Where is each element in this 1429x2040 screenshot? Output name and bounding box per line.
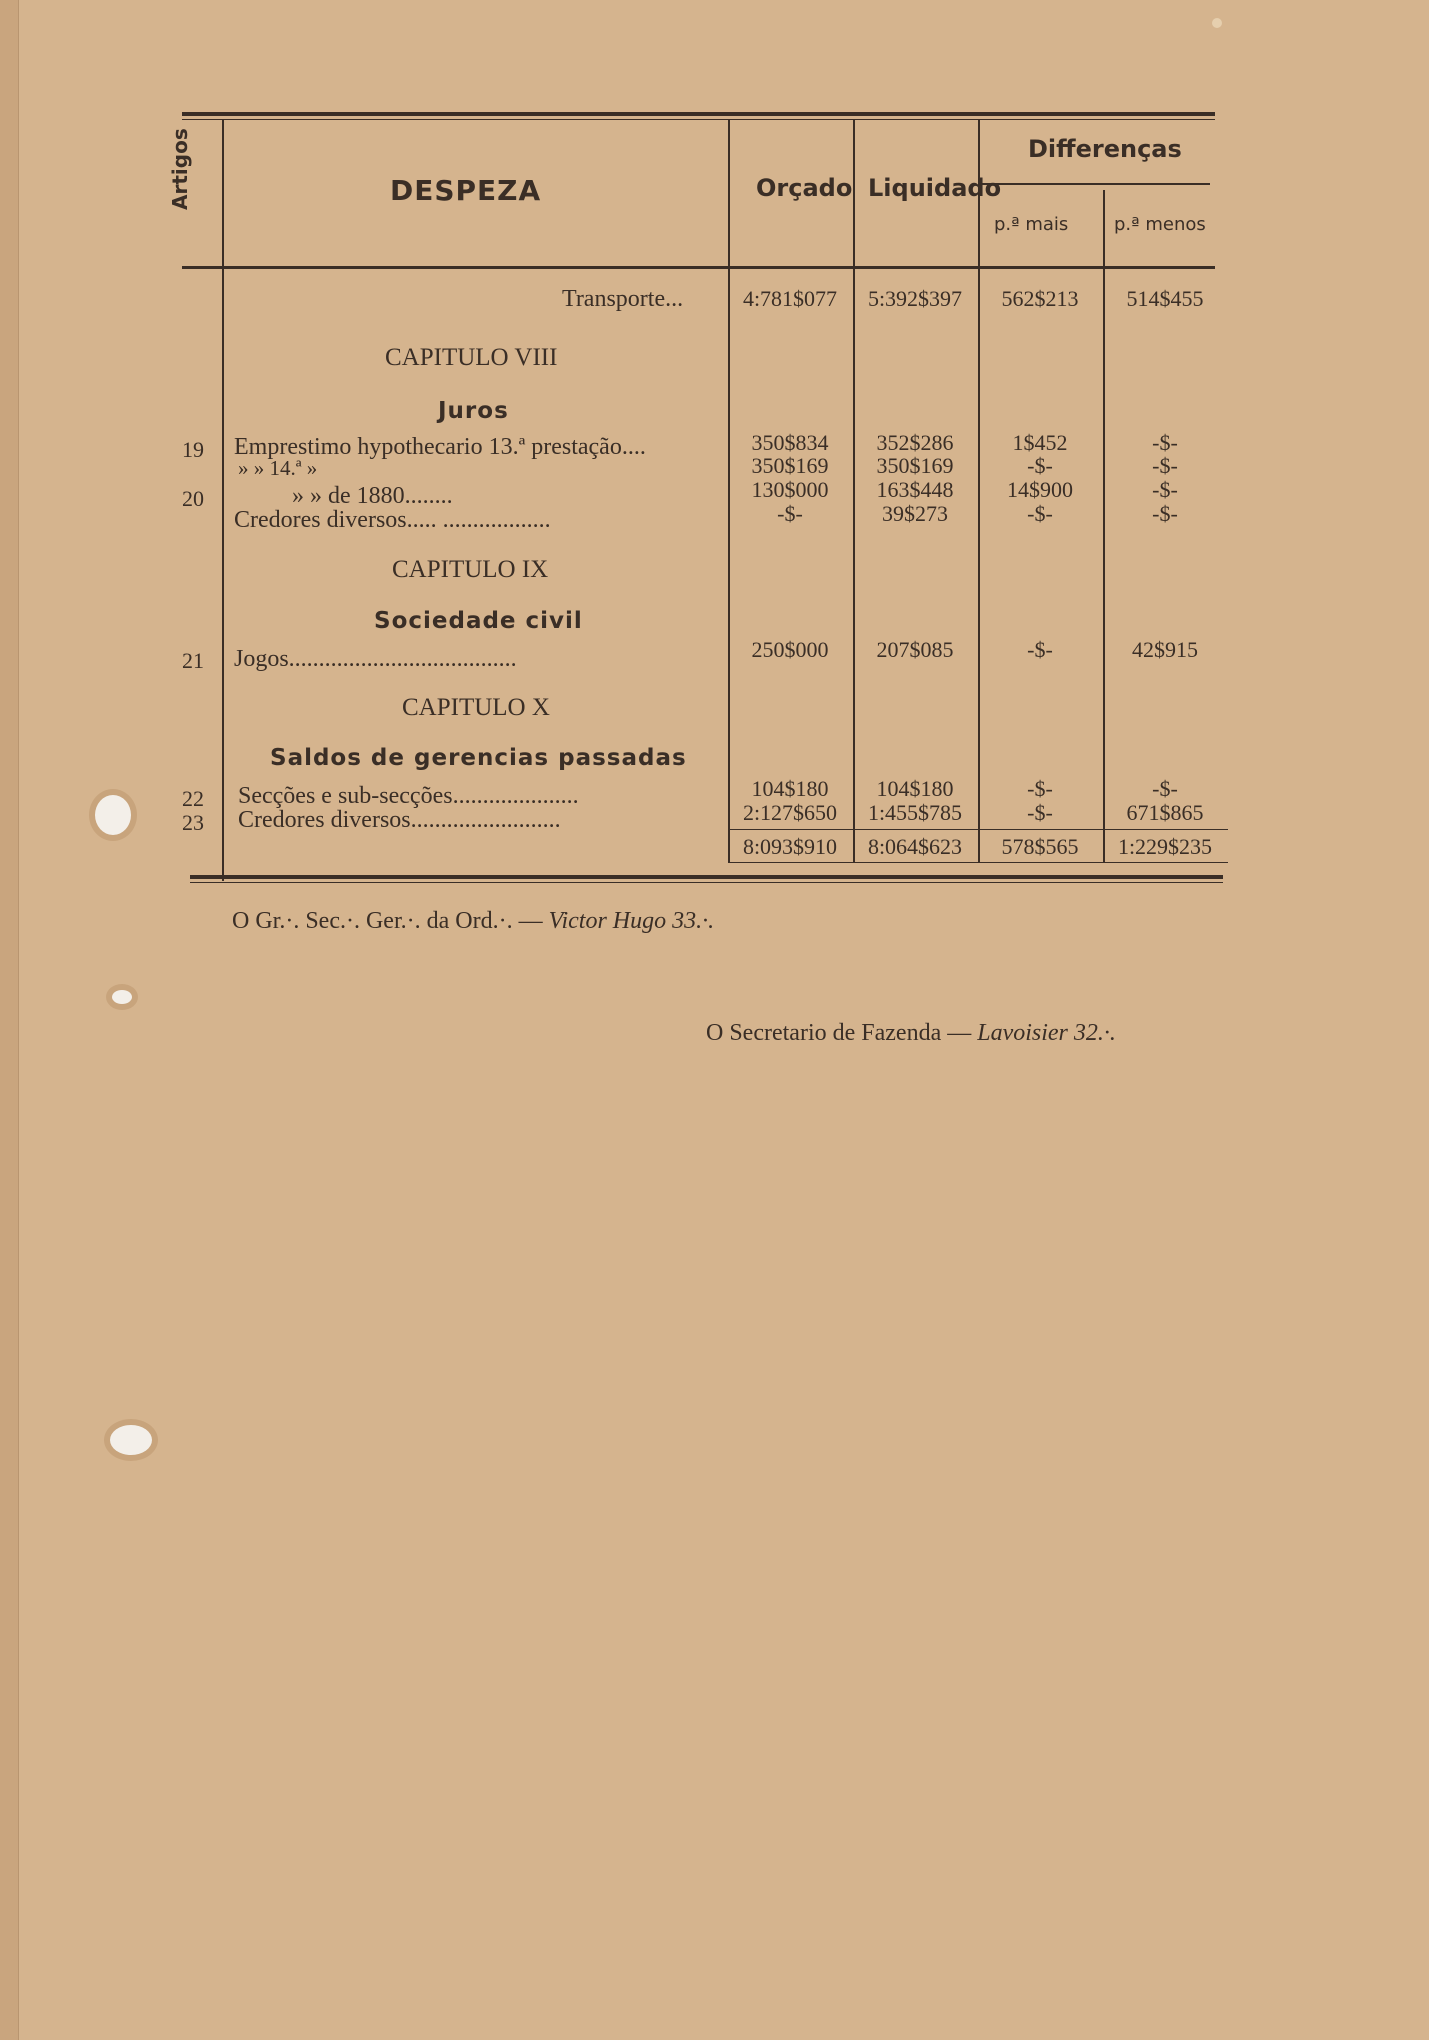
row-menos: -$- [1152, 501, 1178, 526]
liquidado-header: Liquidado [868, 174, 1002, 202]
row-description: Emprestimo hypothecario 13.ª prestação.... [234, 434, 646, 460]
row-orcado: 130$000 [751, 477, 829, 502]
total-mais: 578$565 [1001, 834, 1079, 859]
section-title: Saldos de gerencias passadas [270, 745, 687, 771]
row-mais: 14$900 [1007, 477, 1073, 502]
artigo-number: 21 [182, 648, 204, 673]
signature-line-1 [232, 908, 714, 935]
artigo-number: 23 [182, 810, 204, 835]
capitulo-title: CAPITULO IX [392, 556, 549, 583]
row-mais: -$- [1027, 637, 1053, 662]
page-edge [0, 0, 19, 2040]
signature-line-2 [706, 1020, 1116, 1047]
total-menos: 1:229$235 [1117, 834, 1213, 859]
artigos-header: Artigos [168, 128, 192, 210]
capitulo-title: CAPITULO X [402, 694, 550, 721]
signature-1-prefix: O Gr.·. Sec.·. Ger.·. da Ord.·. — [232, 908, 549, 934]
row-liquidado: 104$180 [876, 776, 954, 801]
row-menos: -$- [1152, 477, 1178, 502]
col-divider-artigos [222, 119, 224, 881]
punch-hole [95, 795, 131, 835]
section-title: Sociedade civil [374, 608, 583, 634]
row-description: Secções e sub-secções..................... [238, 783, 579, 809]
row-description: Credores diversos..... .................. [234, 507, 551, 533]
row-menos: -$- [1152, 453, 1178, 478]
artigo-number: 22 [182, 786, 204, 811]
paper-spot [1212, 18, 1222, 28]
transporte-orcado: 4:781$077 [742, 286, 838, 311]
row-description: Jogos...................................... [234, 646, 517, 672]
row-mais: -$- [1027, 800, 1053, 825]
punch-hole [112, 990, 132, 1004]
artigo-number: 19 [182, 437, 204, 462]
mais-header: p.ª mais [994, 214, 1069, 235]
row-liquidado: 1:455$785 [867, 800, 963, 825]
row-menos: 42$915 [1132, 637, 1198, 662]
table-bottom-rule [190, 875, 1223, 879]
row-orcado: 250$000 [751, 637, 829, 662]
row-liquidado: 207$085 [876, 637, 954, 662]
despeza-header: DESPEZA [390, 174, 542, 207]
row-description: » » 14.ª » [238, 456, 318, 480]
row-mais: -$- [1027, 776, 1053, 801]
row-orcado: 104$180 [751, 776, 829, 801]
row-mais: -$- [1027, 453, 1053, 478]
row-liquidado: 39$273 [882, 501, 948, 526]
row-orcado: -$- [777, 501, 803, 526]
table-top-rule [182, 112, 1215, 116]
total-orcado: 8:093$910 [742, 834, 838, 859]
orcado-header: Orçado [756, 174, 853, 202]
differencas-header: Differenças [1028, 135, 1182, 163]
capitulo-title: CAPITULO VIII [385, 344, 558, 371]
transporte-mais: 562$213 [1001, 286, 1079, 311]
header-bottom-rule [182, 266, 1215, 269]
row-description: » » de 1880........ [292, 483, 453, 509]
signature-1-name: Victor Hugo 33.·. [548, 908, 715, 934]
differencas-underline [980, 183, 1210, 185]
section-title: Juros [438, 398, 509, 424]
row-mais: -$- [1027, 501, 1053, 526]
row-description: Credores diversos......................... [238, 807, 561, 833]
artigo-number: 20 [182, 486, 204, 511]
total-liquidado: 8:064$623 [867, 834, 963, 859]
menos-header: p.ª menos [1114, 214, 1206, 235]
row-orcado: 350$834 [751, 430, 829, 455]
punch-hole [110, 1425, 152, 1455]
row-orcado: 350$169 [751, 453, 829, 478]
row-menos: -$- [1152, 430, 1178, 455]
signature-2-prefix: O Secretario de Fazenda — [706, 1020, 978, 1046]
row-menos: 671$865 [1126, 800, 1204, 825]
row-menos: -$- [1152, 776, 1178, 801]
table-bottom-rule-thin [190, 882, 1223, 883]
row-liquidado: 350$169 [876, 453, 954, 478]
signature-2-name: Lavoisier 32.·. [977, 1020, 1116, 1046]
table-top-rule-thin [182, 119, 1215, 120]
row-liquidado: 163$448 [876, 477, 954, 502]
row-liquidado: 352$286 [876, 430, 954, 455]
row-mais: 1$452 [1012, 430, 1068, 455]
transporte-menos: 514$455 [1126, 286, 1204, 311]
transporte-label: Transporte... [562, 286, 684, 312]
transporte-liquidado: 5:392$397 [867, 286, 963, 311]
row-orcado: 2:127$650 [742, 800, 838, 825]
